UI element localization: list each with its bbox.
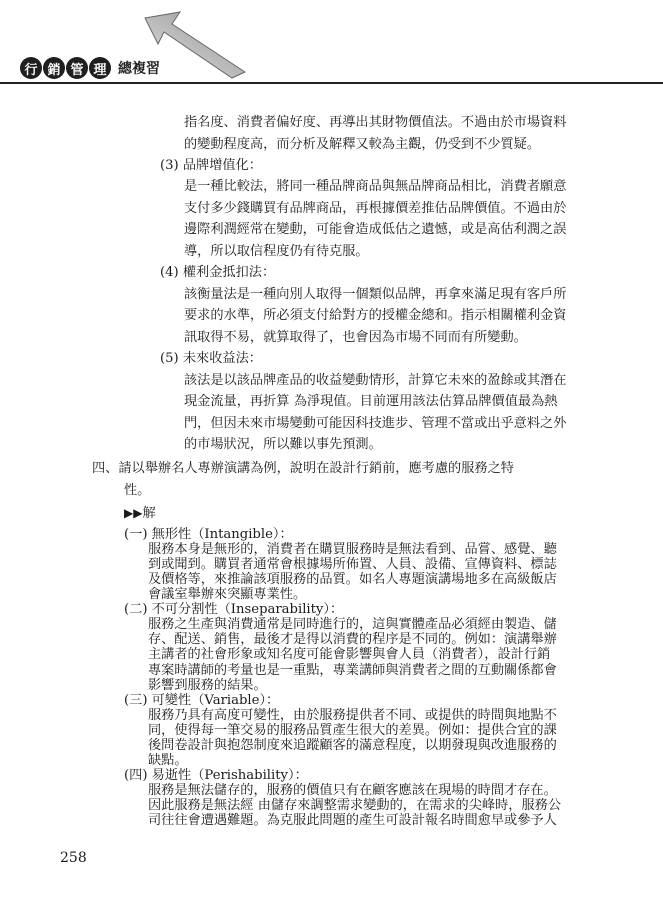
- text-line: 邊際利潤經常在變動，可能會造成低估之遺憾，或是高估利潤之誤: [184, 222, 567, 237]
- text-line: 要求的水準，所必須支付給對方的授權金總和。指示相關權利金資: [184, 308, 567, 323]
- text-line: 訊取得不易，就算取得了，也會因為市場不同而有所變動。: [184, 330, 527, 345]
- text-line: 會議室舉辦來突顯專業性。: [148, 587, 307, 603]
- text-line: 該法是以該品牌產品的收益變動情形，計算它未來的盈餘或其潛在: [184, 373, 567, 388]
- text-line: 服務本身是無形的，消費者在購買服務時是無法看到、品嘗、感覺、聽: [148, 542, 557, 558]
- chapter-subtitle: 總複習: [118, 61, 160, 77]
- text-line: 影響到服務的結果。: [148, 677, 267, 693]
- text-line: 缺點。: [148, 752, 188, 768]
- text-line: 專案時講師的考量也是一重點，專業講師與消費者之間的互動關係都會: [148, 662, 557, 678]
- text-line: 服務是無法儲存的，服務的價值只有在顧客應該在現場的時間才存在。: [148, 782, 557, 798]
- item-heading: (四) 易逝性（Perishability）：: [124, 767, 308, 783]
- item-heading: (5) 未來收益法：: [160, 351, 262, 366]
- text-line: 到或聞到。購買者通常會根據場所佈置、人員、設備、宣傳資料、標誌: [148, 557, 557, 573]
- header-rule: [0, 82, 663, 84]
- double-arrow-icon: ▶▶: [124, 506, 143, 520]
- item-heading: (3) 品牌增值化：: [160, 158, 262, 173]
- header-badge: 行: [20, 57, 42, 79]
- text-line: 後問卷設計與抱怨制度來追蹤顧客的滿意程度，以期發現與改進服務的: [148, 737, 557, 753]
- text-line: 該衡量法是一種向別人取得一個類似品牌，再拿來滿足現有客戶所: [184, 287, 567, 302]
- text-line: 同，使得每一筆交易的服務品質產生很大的差異。例如：提供合宜的課: [148, 722, 557, 738]
- text-line: 司往往會遭遇難題。為克服此問題的產生可設計報名時間愈早或參予人: [148, 813, 557, 828]
- text-line: 是一種比較法，將同一種品牌商品與無品牌商品相比，消費者願意: [184, 179, 567, 194]
- text-line: 現金流量，再折算 為淨現值。目前運用該法估算品牌價值最為熱: [184, 394, 558, 409]
- text-line: 指名度、消費者偏好度、再導出其財物價值法。不過由於市場資料: [184, 115, 567, 130]
- page-number: 258: [60, 850, 87, 866]
- chapter-header: [20, 57, 160, 79]
- answer-label: ▶▶解: [124, 506, 156, 521]
- header-badge: 管: [66, 57, 88, 79]
- item-heading: (4) 權利金抵扣法：: [160, 265, 276, 280]
- header-badge: 銷: [43, 57, 65, 79]
- text-line: 及價格等，來推論該項服務的品質。如名人專題演講場地多在高級飯店: [148, 572, 557, 588]
- text-line: 因此服務是無法經 由儲存來調整需求變動的，在需求的尖峰時，服務公: [148, 797, 562, 813]
- header-badge: 理: [89, 57, 111, 79]
- text-line: 存、配送、銷售，最後才是得以消費的程序是不同的。例如：演講舉辦: [148, 632, 557, 648]
- question-line: 性。: [124, 483, 151, 498]
- text-line: 服務乃具有高度可變性，由於服務提供者不同、或提供的時間與地點不: [148, 707, 557, 723]
- text-line: 門，但因未來市場變動可能因科技進步、管理不當或出乎意料之外: [184, 416, 567, 431]
- item-heading: (二) 不可分割性（Inseparability）：: [124, 602, 344, 618]
- text-line: 服務之生產與消費通常是同時進行的，這與實體產品必須經由製造、儲: [148, 617, 557, 633]
- text-line: 的變動程度高，而分析及解釋又較為主觀，仍受到不少質疑。: [184, 137, 541, 152]
- text-line: 主講者的社會形象或知名度可能會影響與會人員（消費者），設計行銷: [148, 647, 551, 663]
- question-line: 四、請以舉辦名人專辦演講為例，說明在設計行銷前，應考慮的服務之特: [92, 461, 514, 476]
- text-line: 的市場狀況，所以難以事先預測。: [184, 437, 382, 452]
- text-line: 導，所以取信程度仍有待克服。: [184, 244, 369, 259]
- text-line: 支付多少錢購買有品牌商品，再根據價差推估品牌價值。不過由於: [184, 201, 567, 216]
- item-heading: (一) 無形性（Intangible）：: [124, 527, 293, 542]
- item-heading: (三) 可變性（Variable）：: [124, 692, 280, 708]
